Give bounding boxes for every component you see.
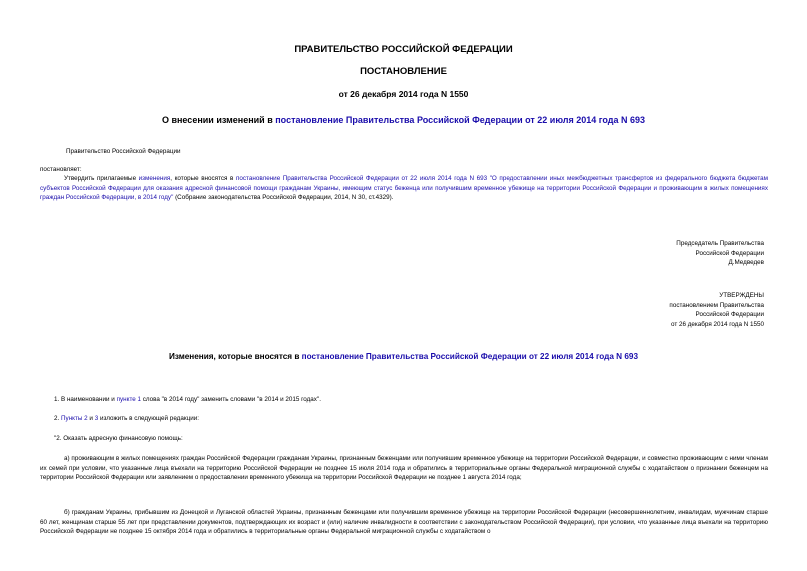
quote-line: "2. Оказать адресную финансовую помощь:	[54, 435, 183, 442]
item2-points2-link[interactable]: Пункты 2	[61, 415, 88, 422]
decides-line: постановляет:	[40, 166, 82, 173]
signature-name: Д.Медведев	[728, 259, 764, 266]
item2-end: изложить в следующей редакции:	[98, 415, 199, 422]
approval-text-mid: , которые вносятся в	[170, 175, 236, 182]
approval-text-start: Утвердить прилагаемые	[64, 175, 139, 182]
signature-position: Председатель Правительства	[676, 240, 764, 247]
change-item-1	[54, 395, 321, 405]
approval-paragraph	[40, 174, 768, 203]
item1-point1-link[interactable]: пункте 1	[116, 396, 142, 403]
approved-country: Российской Федерации	[695, 311, 764, 318]
item2-start: 2.	[54, 415, 62, 422]
resolution-693-link[interactable]: постановление Правительства Российской Федерации от 22 июля 2014 года N 693 "О предоставлении иных межбюджетных трансфертов из федерального бюджета бюджетам субъектов Российской Федерации для оказания адресной финансовой помощи гражданам Украины, имеющим статус беженца или получившим временное убежище на территории Российской Федерации и проживающим в жилых помещениях граждан Российской Федерации, в 2014 году"	[40, 175, 768, 202]
item2-point3-link[interactable]: 3	[94, 415, 99, 422]
title-resolution-link[interactable]: постановление Правительства Российской Федерации от 22 июля 2014 года N 693	[275, 115, 646, 125]
changes-heading	[0, 352, 807, 361]
document-date-number: от 26 декабря 2014 года N 1550	[338, 89, 469, 99]
signature-block	[676, 239, 764, 268]
signature-country: Российской Федерации	[695, 249, 764, 257]
document-title	[0, 115, 807, 125]
paragraph-a: а) проживающим в жилых помещениях граждан Российской Федерации гражданам Украины, признанным беженцами или получившим временное убежище на территории Российской Федерации, и совместно проживающим с ними членам их семей при условии, что указанные лица въехали на территорию Российской Федерации не позднее 15 июля 2014 года и обратились в территориальные органы Федеральной миграционной службы с ходатайством о признании беженцем на территории Российской Федерации или заявлением о предоставлении временного убежища на территории Российской Федерации не позднее 1 августа 2014 года;	[40, 455, 768, 482]
item1-start: 1. В наименовании и	[54, 396, 117, 403]
government-heading: ПРАВИТЕЛЬСТВО РОССИЙСКОЙ ФЕДЕРАЦИИ	[294, 44, 513, 55]
title-prefix: О внесении изменений в	[161, 115, 276, 125]
approval-text-end: (Собрание законодательства Российской Федерации, 2014, N 30, ст.4329).	[173, 194, 394, 202]
approved-label: УТВЕРЖДЕНЫ	[719, 292, 764, 299]
paragraph-b: б) гражданам Украины, прибывшим из Донецкой и Луганской областей Украины, признанным беженцами или получившим временное убежище на территории Российской Федерации (несовершеннолетним, инвалидам, мужчинам старше 60 лет, женщинам старше 55 лет при представлении документов, подтверждающих их возраст и (или) наличие инвалидности в соответствии с законодательством Российской Федерации), при условии, что указанные лица въехали на территорию Российской Федерации не позднее 15 октября 2014 года и обратились в территориальные органы Федеральной миграционной службы с ходатайством о	[40, 509, 768, 536]
approval-stamp	[669, 291, 764, 329]
changes-link[interactable]: изменения	[138, 175, 171, 182]
document-type: ПОСТАНОВЛЕНИЕ	[360, 66, 447, 77]
change-item-2	[54, 414, 199, 424]
approved-by: постановлением Правительства	[669, 301, 764, 309]
government-line: Правительство Российской Федерации	[66, 148, 181, 155]
changes-heading-prefix: Изменения, которые вносятся в	[168, 352, 302, 361]
item1-end: слова "в 2014 году" заменить словами "в 2014 и 2015 годах".	[141, 396, 321, 403]
approved-date: от 26 декабря 2014 года N 1550	[670, 320, 764, 328]
changes-heading-link[interactable]: постановление Правительства Российской Федерации от 22 июля 2014 года N 693	[301, 352, 639, 361]
item2-and: и	[87, 415, 95, 422]
